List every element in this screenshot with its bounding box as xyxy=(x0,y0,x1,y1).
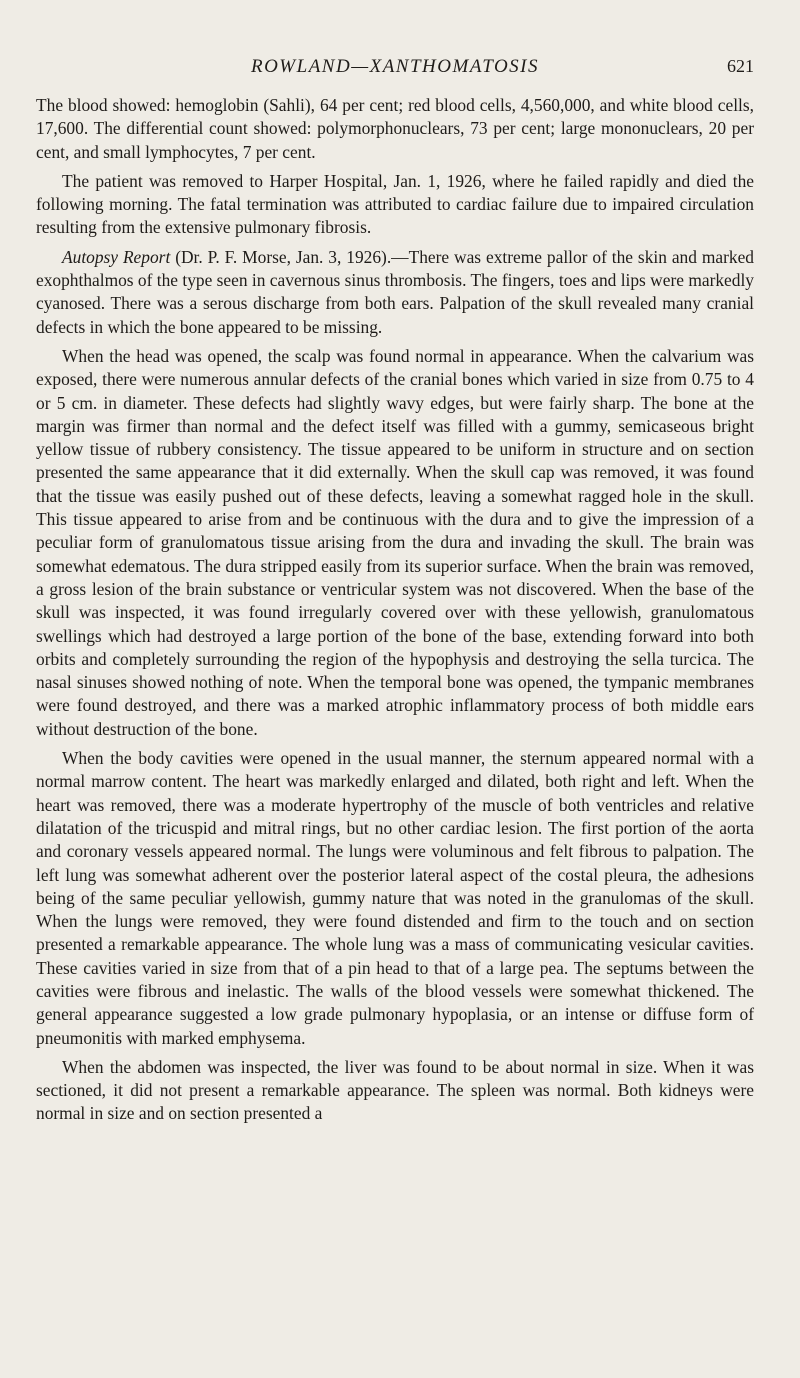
running-title: ROWLAND—XANTHOMATOSIS xyxy=(250,56,539,77)
autopsy-report-text: (Dr. P. F. Morse, Jan. 3, 1926).—There was extreme pallor of the skin and marked exophthalmos of the type seen in cavernous sinus thrombosis. The fingers, toes and lips were markedly cyanosed. There was a serous discharge from both ears. Palpation of the skull revealed many cranial defects in which the bone appeared to be missing. xyxy=(36,246,754,337)
autopsy-report-heading: Autopsy Report xyxy=(62,246,171,267)
page-number: 621 xyxy=(727,56,754,76)
paragraph-hospital-course: The patient was removed to Harper Hospital, Jan. 1, 1926, where he failed rapidly and died the following morning. The fatal termination was attributed to cardiac failure due to impaired circulation resulting from the extensive pulmonary fibrosis. xyxy=(36,170,754,238)
paragraph-thoracic-findings: When the body cavities were opened in the usual manner, the sternum appeared normal with a normal marrow content. The heart was markedly enlarged and dilated, both right and left. When the heart was removed, there was a moderate hypertrophy of the muscle of both ventricles and relative dilatation of the tricuspid and mitral rings, but no other cardiac lesion. The first portion of the aorta and coronary vessels appeared normal. The lungs were voluminous and felt fibrous to palpation. The left lung was somewhat adherent over the posterior lateral aspect of the costal pleura, the adhesions being of the same peculiar yellowish, gummy nature that was noted in the granulomas of the skull. When the lungs were removed, they were found distended and firm to the touch and on section presented a remarkable appearance. The whole lung was a mass of communicating vesicular cavities. These cavities varied in size from that of a pin head to that of a large pea. The septums between the cavities were fibrous and inelastic. The walls of the blood vessels were somewhat thickened. The general appearance suggested a low grade pulmonary hypoplasia, or an intense or diffuse form of pneumonitis with marked emphysema. xyxy=(36,748,754,1048)
running-header xyxy=(36,56,754,86)
paragraph-autopsy-report xyxy=(36,246,754,339)
paragraph-abdominal-findings: When the abdomen was inspected, the liver was found to be about normal in size. When it was sectioned, it did not present a remarkable appearance. The spleen was normal. Both kidneys were normal in size and on section presented a xyxy=(36,1056,754,1124)
paragraph-head-findings: When the head was opened, the scalp was found normal in appearance. When the calvarium was exposed, there were numerous annular defects of the cranial bones which varied in size from 0.75 to 4 or 5 cm. in diameter. These defects had slightly wavy edges, but were fairly sharp. The bone at the margin was firmer than normal and the defect itself was filled with a gummy, semicaseous bright yellow tissue of rubbery consistency. The tissue appeared to be uniform in structure and on section presented the same appearance that it did externally. When the skull cap was removed, it was found that the tissue was easily pushed out of these defects, leaving a somewhat ragged hole in the skull. This tissue appeared to arise from and be continuous with the dura and to give the impression of a peculiar form of granulomatous tissue arising from the dura and invading the skull. The brain was somewhat edematous. The dura stripped easily from its superior surface. When the brain was removed, a gross lesion of the brain substance or ventricular system was not discovered. When the base of the skull was inspected, it was found irregularly covered over with these yellowish, granulomatous swellings which had destroyed a large portion of the bone of the base, extending forward into both orbits and completely surrounding the region of the hypophysis and destroying the sella turcica. The nasal sinuses showed nothing of note. When the temporal bone was opened, the tympanic membranes were found destroyed, and there was a marked atrophic inflammatory process of both middle ears without destruction of the bone. xyxy=(36,345,754,739)
paragraph-blood-findings: The blood showed: hemoglobin (Sahli), 64 per cent; red blood cells, 4,560,000, and white blood cells, 17,600. The differential count showed: polymorphonuclears, 73 per cent; large mononuclears, 20 per cent, and small lymphocytes, 7 per cent. xyxy=(36,95,754,162)
